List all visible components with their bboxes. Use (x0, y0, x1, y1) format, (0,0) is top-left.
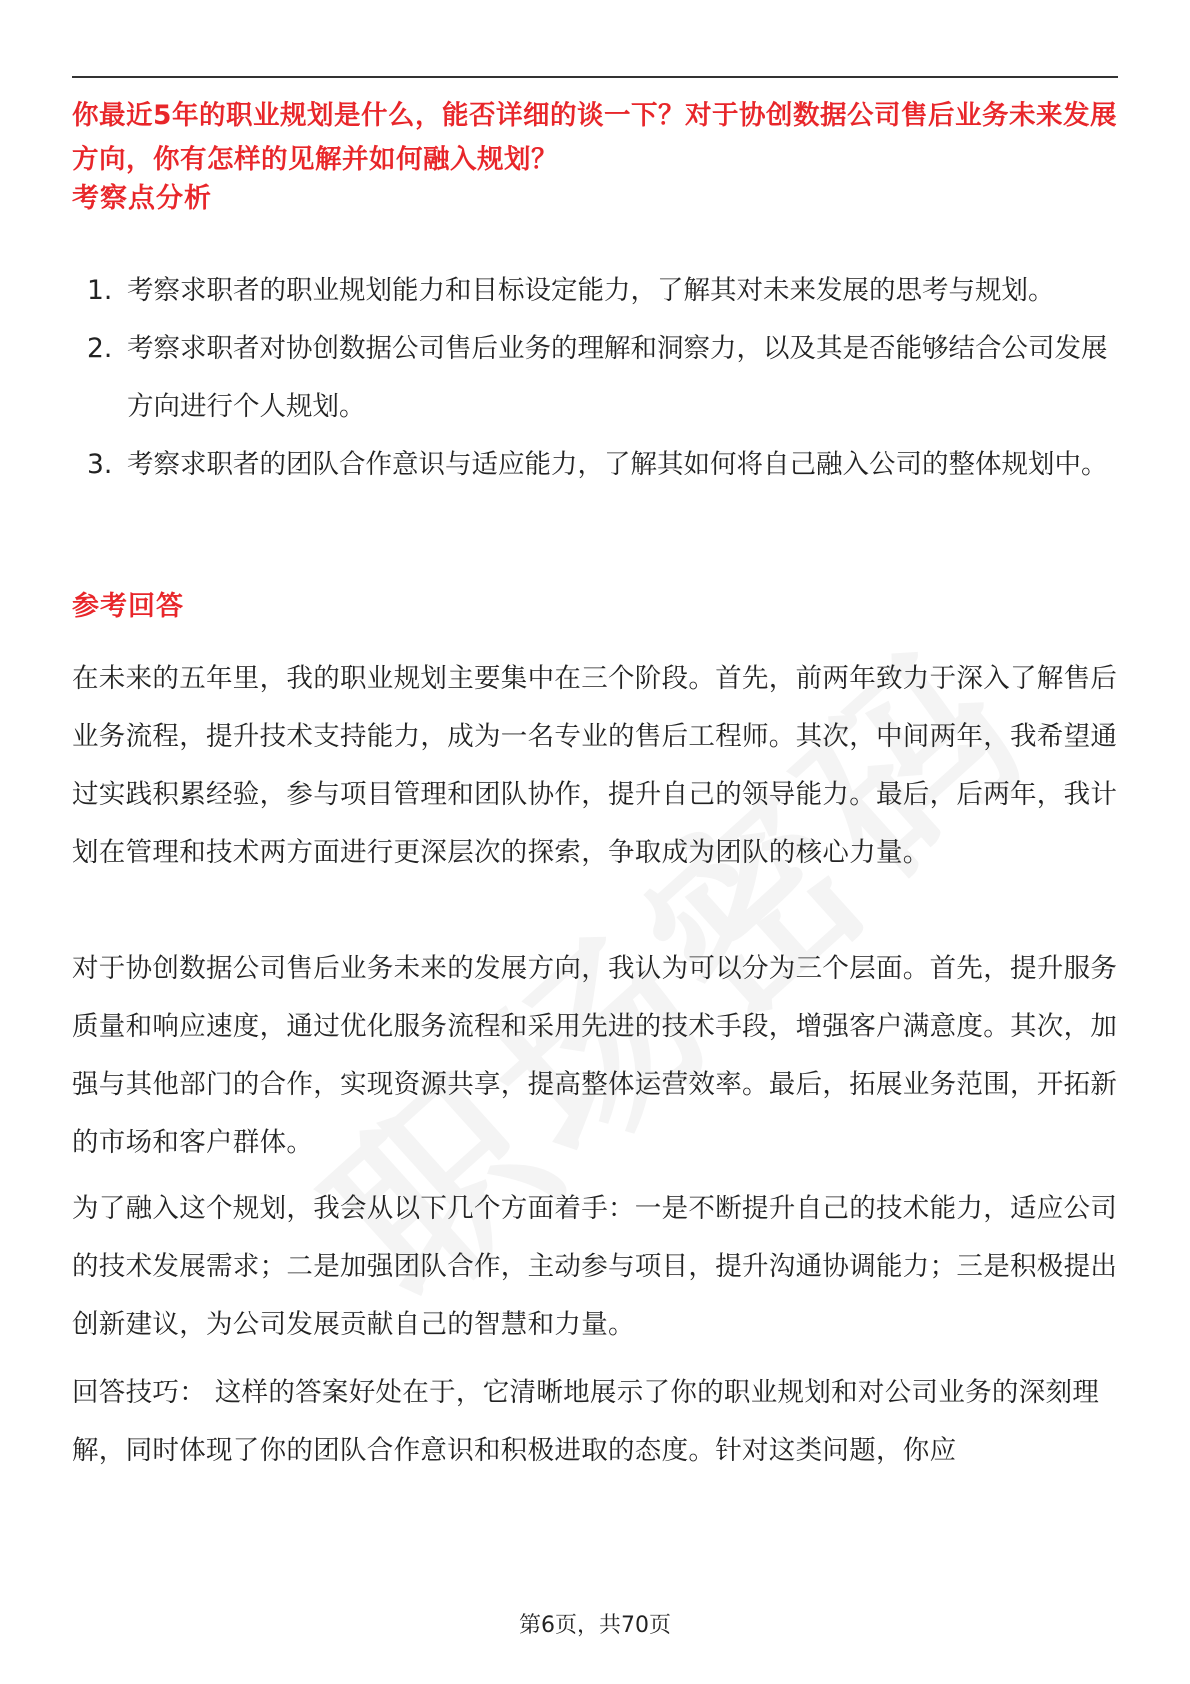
top-divider (72, 76, 1118, 78)
answer-heading: 参考回答 (72, 591, 184, 622)
list-item-text: 考察求职者的团队合作意识与适应能力，了解其如何将自己融入公司的整体规划中。 (127, 449, 1108, 480)
list-item-number: 3. (87, 449, 113, 480)
analysis-list (72, 262, 1112, 494)
list-item-number: 2. (87, 333, 113, 364)
answer-tips-paragraph: 回答技巧： 这样的答案好处在于，它清晰地展示了你的职业规划和对公司业务的深刻理解，同时体现了你的团队合作意识和积极进取的态度。针对这类问题，你应 (72, 1377, 1100, 1466)
list-item (72, 436, 1112, 494)
list-item (72, 320, 1112, 436)
page-number: 第6页，共70页 (519, 1613, 671, 1638)
list-item-text: 考察求职者对协创数据公司售后业务的理解和洞察力，以及其是否能够结合公司发展方向进行个人规划。 (127, 333, 1108, 422)
list-item-text: 考察求职者的职业规划能力和目标设定能力，了解其对未来发展的思考与规划。 (127, 275, 1055, 306)
question-title: 你最近5年的职业规划是什么，能否详细的谈一下？对于协创数据公司售后业务未来发展方向，你有怎样的见解并如何融入规划？ (72, 100, 1117, 175)
list-item (72, 262, 1112, 320)
analysis-heading: 考察点分析 (72, 183, 212, 214)
answer-paragraph: 对于协创数据公司售后业务未来的发展方向，我认为可以分为三个层面。首先，提升服务质量和响应速度，通过优化服务流程和采用先进的技术手段，增强客户满意度。其次，加强与其他部门的合作，实现资源共享，提高整体运营效率。最后，拓展业务范围，开拓新的市场和客户群体。 (72, 953, 1118, 1158)
answer-paragraph: 在未来的五年里，我的职业规划主要集中在三个阶段。首先，前两年致力于深入了解售后业务流程，提升技术支持能力，成为一名专业的售后工程师。其次，中间两年，我希望通过实践积累经验，参与项目管理和团队协作，提升自己的领导能力。最后，后两年，我计划在管理和技术两方面进行更深层次的探索，争取成为团队的核心力量。 (72, 663, 1118, 868)
list-item-number: 1. (87, 275, 113, 306)
answer-paragraph: 为了融入这个规划，我会从以下几个方面着手：一是不断提升自己的技术能力，适应公司的技术发展需求；二是加强团队合作，主动参与项目，提升沟通协调能力；三是积极提出创新建议，为公司发展贡献自己的智慧和力量。 (72, 1193, 1118, 1340)
